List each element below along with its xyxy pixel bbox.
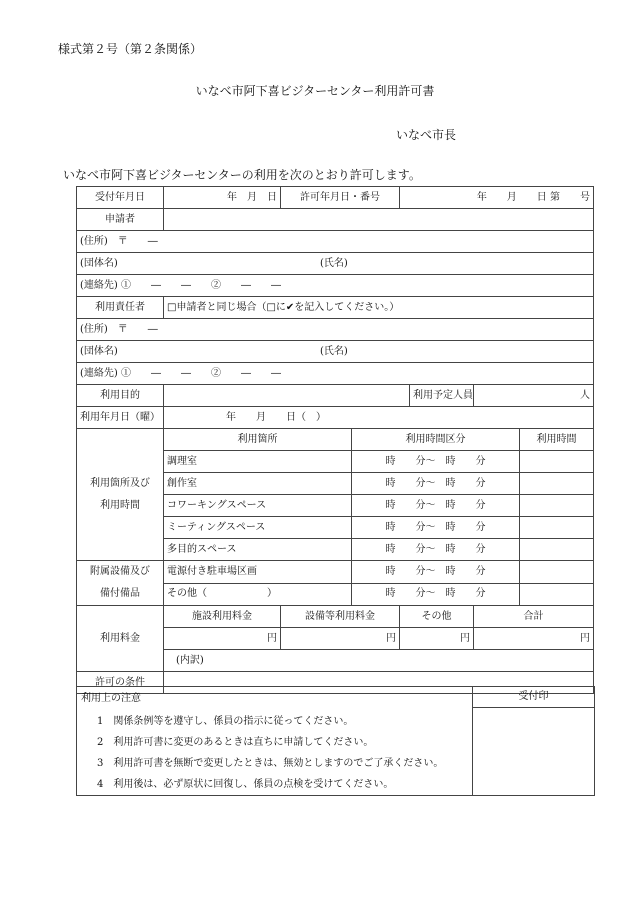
reception-stamp-box[interactable]: [472, 686, 595, 796]
use-date-label: 利用年月日（曜）: [77, 407, 164, 429]
equipment-group-label: [77, 561, 164, 606]
fee-header-other: その他: [400, 606, 474, 628]
use-date-value[interactable]: 年 月 日（ ）: [164, 407, 594, 429]
received-date-label: 受付年月日: [77, 187, 164, 209]
responsible-label: 利用責任者: [77, 297, 164, 319]
facility-time[interactable]: [520, 473, 594, 495]
fee-breakdown[interactable]: (内訳): [164, 650, 594, 672]
responsible-contact[interactable]: (連絡先) ① ― ― ② ― ―: [77, 363, 594, 385]
intro-text: いなべ市阿下喜ビジターセンターの利用を次のとおり許可します。: [63, 168, 421, 182]
facility-period[interactable]: 時 分～ 時 分: [352, 539, 520, 561]
facility-name: 創作室: [164, 473, 352, 495]
equipment-period[interactable]: 時 分～ 時 分: [352, 583, 520, 606]
applicant-field[interactable]: [164, 209, 594, 231]
equipment-time[interactable]: [520, 583, 594, 606]
col-period-header: 利用時間区分: [352, 429, 520, 451]
fee-header-row: [77, 606, 594, 628]
row-dates: [77, 187, 594, 209]
form-number: 様式第２号（第２条関係）: [58, 42, 203, 56]
applicant-address[interactable]: (住所) 〒 ―: [77, 231, 594, 253]
fee-header-equipment: 設備等利用料金: [281, 606, 400, 628]
facility-time[interactable]: [520, 517, 594, 539]
people-label: 利用予定人員: [410, 385, 474, 407]
fee-other-value[interactable]: 円: [400, 628, 474, 650]
equipment-time[interactable]: [520, 561, 594, 584]
facility-period[interactable]: 時 分～ 時 分: [352, 517, 520, 539]
facility-period[interactable]: 時 分～ 時 分: [352, 473, 520, 495]
page-title: いなべ市阿下喜ビジターセンター利用許可書: [195, 84, 435, 98]
received-date-value[interactable]: 年 月 日: [164, 187, 281, 209]
equipment-group-label-2: 備付備品: [100, 588, 140, 599]
permit-date-label: 許可年月日・番号: [281, 187, 400, 209]
facility-group-label: [77, 429, 164, 561]
responsible-name: (氏名): [320, 345, 348, 357]
col-time-header: 利用時間: [520, 429, 594, 451]
applicant-org: (団体名): [80, 257, 118, 269]
purpose-field[interactable]: [164, 385, 410, 407]
fee-equipment-value[interactable]: 円: [281, 628, 400, 650]
row-applicant: [77, 209, 594, 231]
applicant-contact[interactable]: (連絡先) ① ― ― ② ― ―: [77, 275, 594, 297]
purpose-label: 利用目的: [77, 385, 164, 407]
fee-header-facility: 施設利用料金: [164, 606, 281, 628]
col-place-header: 利用箇所: [164, 429, 352, 451]
responsible-same-note[interactable]: □申請者と同じ場合（□に✔を記入してください。）: [164, 297, 594, 319]
responsible-address[interactable]: (住所) 〒 ―: [77, 319, 594, 341]
people-field[interactable]: 人: [474, 385, 594, 407]
note-item: 3 利用許可書を無断で変更したときは、無効としますのでご了承ください。: [97, 758, 444, 769]
equipment-group-label-1: 附属設備及び: [90, 566, 150, 577]
facility-period[interactable]: 時 分～ 時 分: [352, 495, 520, 517]
facility-time[interactable]: [520, 451, 594, 473]
facility-group-label-1: 利用箇所及び: [90, 477, 150, 489]
equipment-name: 電源付き駐車場区画: [164, 561, 352, 584]
row-usedate: [77, 407, 594, 429]
note-item: 1 関係条例等を遵守し、係員の指示に従ってください。: [97, 716, 354, 727]
notes-label: 利用上の注意: [81, 693, 141, 704]
responsible-org: (団体名): [80, 345, 118, 357]
facility-header-row: [77, 429, 594, 451]
facility-name: 多目的スペース: [164, 539, 352, 561]
applicant-name: (氏名): [320, 257, 348, 269]
row-purpose: [77, 385, 594, 407]
equipment-row: [77, 561, 594, 584]
applicant-label: 申請者: [77, 209, 164, 231]
stamp-label: 受付印: [473, 687, 594, 708]
responsible-org-row[interactable]: [77, 341, 594, 363]
permit-date-value[interactable]: 年 月 日 第 号: [400, 187, 594, 209]
note-item: 2 利用許可書に変更のあるときは直ちに申請してください。: [97, 737, 374, 748]
facility-name: コワーキングスペース: [164, 495, 352, 517]
row-responsible: [77, 297, 594, 319]
fee-header-total: 合計: [474, 606, 594, 628]
facility-group-label-2: 利用時間: [100, 499, 140, 511]
facility-period[interactable]: 時 分～ 時 分: [352, 451, 520, 473]
issuer: いなべ市長: [396, 128, 457, 142]
equipment-period[interactable]: 時 分～ 時 分: [352, 561, 520, 584]
usage-notes: [76, 686, 473, 796]
permit-form-table: [76, 186, 594, 694]
fee-total-value[interactable]: 円: [474, 628, 594, 650]
applicant-org-row[interactable]: [77, 253, 594, 275]
fee-facility-value[interactable]: 円: [164, 628, 281, 650]
facility-name: 調理室: [164, 451, 352, 473]
conditions-label: 許可の条件: [77, 672, 164, 694]
fee-label: 利用料金: [77, 606, 164, 672]
equipment-name[interactable]: その他（ ）: [164, 583, 352, 606]
note-item: 4 利用後は、必ず原状に回復し、係員の点検を受けてください。: [97, 779, 394, 790]
facility-time[interactable]: [520, 539, 594, 561]
facility-time[interactable]: [520, 495, 594, 517]
facility-name: ミーティングスペース: [164, 517, 352, 539]
